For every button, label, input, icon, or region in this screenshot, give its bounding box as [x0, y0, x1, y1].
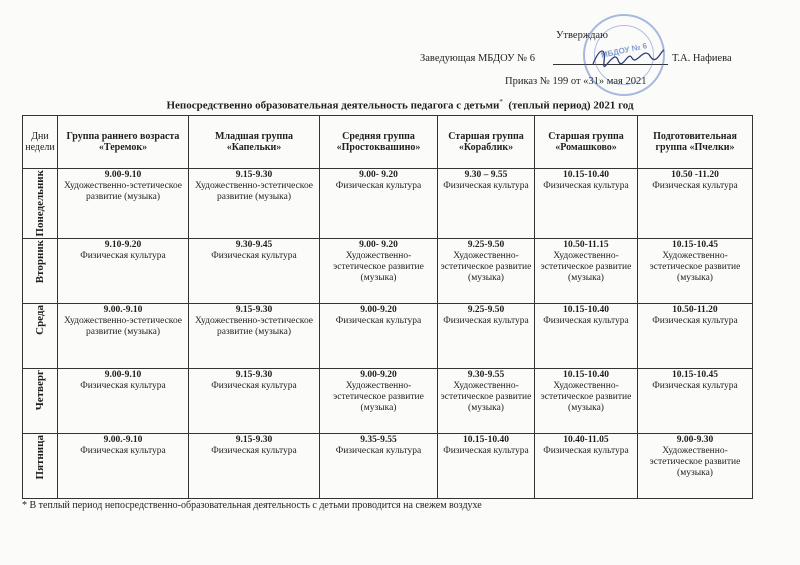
cell-activity: Физическая культура [80, 250, 166, 261]
schedule-cell [535, 368, 638, 433]
cell-time: 9.00-9.20 [360, 304, 397, 315]
schedule-cell [638, 303, 753, 368]
schedule-cell [438, 238, 535, 303]
header-group-teremok: Группа раннего возраста «Теремок» [58, 116, 189, 169]
table-row [23, 238, 753, 303]
day-label: Пятница [33, 434, 46, 480]
cell-time: 9.15-9.30 [235, 170, 273, 180]
schedule-cell [58, 238, 189, 303]
cell-time: 9.00.-9.10 [103, 304, 143, 315]
header-group-pchelki: Подготовительная группа «Пчелки» [638, 116, 753, 169]
cell-time: 10.15-10.45 [672, 369, 718, 380]
cell-time: 10.50-11.15 [563, 239, 609, 250]
cell-time: 10.15-10.40 [563, 369, 609, 380]
cell-time: 9.00- 9.20 [359, 170, 398, 180]
schedule-cell [189, 433, 320, 498]
cell-time: 9.10-9.20 [104, 239, 142, 250]
schedule-cell [535, 169, 638, 239]
table-row [23, 433, 753, 498]
day-cell [23, 433, 58, 498]
cell-time: 9.15-9.30 [235, 369, 273, 380]
schedule-cell [320, 303, 438, 368]
header-days: Дни недели [23, 116, 58, 169]
schedule-cell [58, 169, 189, 239]
header-group-prostokvashino: Средняя группа «Простоквашино» [320, 116, 438, 169]
order-line: Приказ № 199 от «31» мая 2021 [505, 76, 647, 87]
schedule-cell [438, 368, 535, 433]
cell-time: 10.15-10.40 [563, 170, 609, 180]
cell-time: 9.30-9.55 [467, 369, 505, 380]
cell-activity: Физическая культура [443, 315, 529, 326]
cell-activity: Художественно-эстетическое развитие (музыка) [194, 181, 314, 202]
table-row [23, 303, 753, 368]
cell-activity: Физическая культура [211, 380, 297, 391]
table-row [23, 368, 753, 433]
cell-activity: Физическая культура [335, 315, 422, 326]
cell-time: 9.00-9.10 [104, 369, 142, 380]
cell-activity: Физическая культура [80, 445, 166, 456]
approve-label: Утверждаю [556, 30, 608, 41]
schedule-cell [535, 303, 638, 368]
cell-time: 9.35-9.55 [360, 434, 397, 445]
cell-activity: Физическая культура [211, 250, 297, 261]
schedule-cell [438, 169, 535, 239]
cell-time: 9.00.-9.10 [103, 434, 143, 445]
cell-activity: Художественно-эстетическое развитие (музыка) [333, 250, 424, 283]
schedule-cell [320, 433, 438, 498]
day-cell [23, 238, 58, 303]
day-cell [23, 169, 58, 239]
schedule-cell [320, 238, 438, 303]
header-group-korablik: Старшая группа «Кораблик» [438, 116, 535, 169]
cell-activity: Физическая культура [335, 181, 422, 191]
header-group-romashkovo: Старшая группа «Ромашково» [535, 116, 638, 169]
cell-activity: Художественно-эстетическое развитие (музыка) [63, 181, 183, 202]
schedule-cell [189, 238, 320, 303]
table-row [23, 169, 753, 239]
schedule-cell [638, 169, 753, 239]
schedule-cell [189, 303, 320, 368]
schedule-cell [535, 433, 638, 498]
day-cell [23, 368, 58, 433]
head-name: Т.А. Нафиева [672, 53, 732, 64]
schedule-cell [58, 433, 189, 498]
cell-time: 9.30-9.45 [235, 239, 273, 250]
cell-activity: Художественно-эстетическое развитие (музыка) [540, 250, 632, 283]
page-title [0, 98, 800, 112]
day-cell [23, 303, 58, 368]
header-row [23, 116, 753, 169]
cell-activity: Физическая культура [543, 181, 629, 191]
cell-activity: Физическая культура [543, 445, 629, 456]
cell-activity: Художественно-эстетическое развитие (музыка) [649, 445, 741, 478]
cell-time: 10.40-11.05 [563, 434, 609, 445]
cell-activity: Художественно-эстетическое развитие (музыка) [333, 380, 424, 413]
cell-activity: Физическая культура [443, 445, 529, 456]
title-footnote-mark: * [499, 98, 503, 106]
cell-activity: Физическая культура [652, 315, 738, 326]
footnote: * В теплый период непосредственно-образовательная деятельность с детьми проводится на свежем воздухе [22, 500, 482, 511]
cell-time: 10.15-10.40 [563, 304, 609, 315]
day-label: Понедельник [33, 170, 46, 237]
schedule-cell [638, 238, 753, 303]
head-position: Заведующая МБДОУ № 6 [420, 53, 536, 64]
cell-activity: Физическая культура [443, 181, 529, 191]
title-period: (теплый период) 2021 год [508, 99, 634, 112]
header-group-kapelki: Младшая группа «Капельки» [189, 116, 320, 169]
schedule-cell [189, 368, 320, 433]
schedule-cell [535, 238, 638, 303]
cell-activity: Физическая культура [211, 445, 297, 456]
cell-time: 9.15-9.30 [235, 434, 273, 445]
cell-activity: Художественно-эстетическое развитие (музыка) [440, 250, 532, 283]
cell-activity: Художественно-эстетическое развитие (музыка) [540, 380, 632, 413]
cell-time: 10.50 -11.20 [671, 170, 719, 180]
schedule-cell [638, 368, 753, 433]
cell-time: 9.00-9.30 [676, 434, 714, 445]
stamp-text: МБДОУ № 6 [600, 41, 648, 60]
schedule-cell [438, 433, 535, 498]
cell-time: 9.00-9.10 [104, 170, 142, 180]
cell-activity: Художественно-эстетическое развитие (музыка) [440, 380, 532, 413]
cell-activity: Физическая культура [652, 380, 738, 391]
schedule-cell [189, 169, 320, 239]
schedule-cell [638, 433, 753, 498]
cell-activity: Физическая культура [335, 445, 422, 456]
schedule-table [22, 115, 753, 499]
cell-time: 9.25-9.50 [467, 239, 505, 250]
cell-time: 9.00- 9.20 [359, 239, 398, 250]
cell-activity: Физическая культура [543, 315, 629, 326]
schedule-cell [58, 303, 189, 368]
cell-time: 9.25-9.50 [467, 304, 505, 315]
schedule-cell [58, 368, 189, 433]
title-main: Непосредственно образовательная деятельность педагога с детьми [166, 99, 500, 112]
cell-time: 9.15-9.30 [235, 304, 273, 315]
schedule-cell [320, 169, 438, 239]
cell-time: 10.15-10.45 [672, 239, 718, 250]
schedule-cell [320, 368, 438, 433]
cell-time: 9.00-9.20 [360, 369, 397, 380]
cell-time: 10.15-10.40 [463, 434, 509, 445]
cell-activity: Художественно-эстетическое развитие (музыка) [649, 250, 741, 283]
day-label: Четверг [33, 369, 46, 410]
cell-time: 10.50-11.20 [672, 304, 718, 315]
cell-activity: Художественно-эстетическое развитие (музыка) [194, 315, 314, 337]
cell-activity: Физическая культура [80, 380, 166, 391]
signature [588, 42, 668, 72]
schedule-cell [438, 303, 535, 368]
cell-activity: Художественно-эстетическое развитие (музыка) [63, 315, 183, 337]
cell-time: 9.30 – 9.55 [464, 170, 508, 180]
cell-activity: Физическая культура [652, 181, 738, 191]
day-label: Среда [33, 304, 46, 335]
day-label: Вторник [33, 239, 46, 283]
